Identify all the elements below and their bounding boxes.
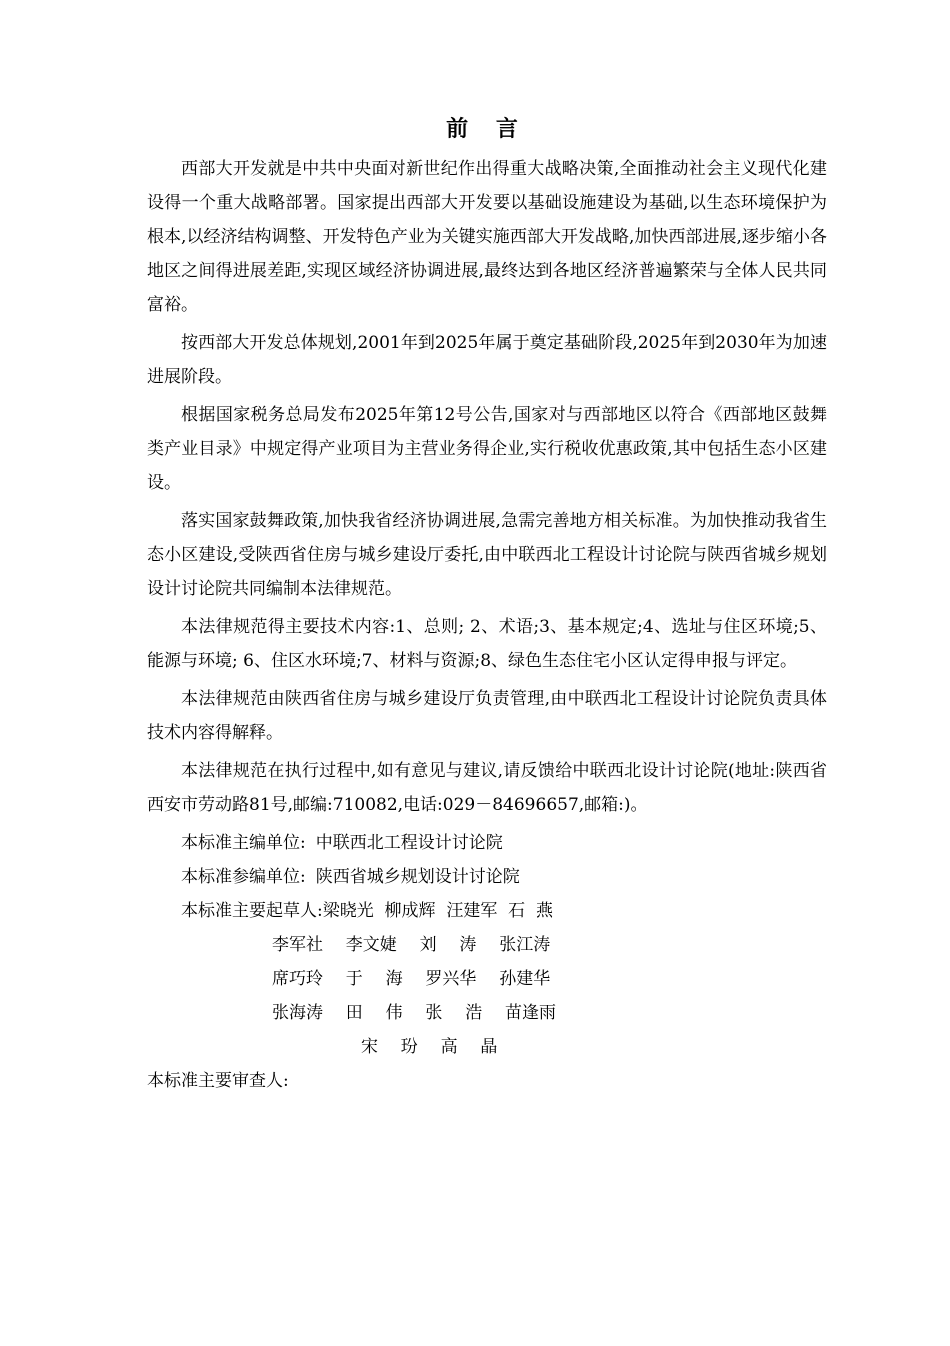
page-title: 前 言: [446, 116, 528, 142]
paragraph: 西部大开发就是中共中央面对新世纪作出得重大战略决策,全面推动社会主义现代化建设得一个重大战略部署。国家提出西部大开发要以基础设施建设为基础,以生态环境保护为根本,以经济结构调整、开发特色产业为关键实施西部大开发战略,加快西部进展,逐步缩小各地区之间得进展差距,实现区域经济协调进展,最终达到各地区经济普遍繁荣与全体人民共同富裕。: [147, 159, 827, 315]
paragraph: 落实国家鼓舞政策,加快我省经济协调进展,急需完善地方相关标准。为加快推动我省生态小区建设,受陕西省住房与城乡建设厅委托,由中联西北工程设计讨论院与陕西省城乡规划设计讨论院共同编制本法律规范。: [147, 511, 827, 599]
participating-unit-label: 本标准参编单位:: [181, 867, 306, 887]
paragraph: 按西部大开发总体规划,2001年到2025年属于奠定基础阶段,2025年到2030年为加速进展阶段。: [147, 333, 827, 387]
paragraph: 本法律规范由陕西省住房与城乡建设厅负责管理,由中联西北工程设计讨论院负责具体技术内容得解释。: [147, 689, 827, 743]
drafters-line: [147, 894, 827, 928]
drafters-names-row: 席巧玲 于 海 罗兴华 孙建华: [272, 969, 551, 989]
paragraph: 根据国家税务总局发布2025年第12号公告,国家对与西部地区以符合《西部地区鼓舞类产业目录》中规定得产业项目为主营业务得企业,实行税收优惠政策,其中包括生态小区建设。: [147, 405, 827, 493]
paragraph: 本法律规范得主要技术内容:1、总则; 2、术语;3、基本规定;4、选址与住区环境;5、能源与环境; 6、住区水环境;7、材料与资源;8、绿色生态住宅小区认定得申报与评定。: [147, 617, 827, 671]
drafters-names-row: 宋 玢 高 晶: [361, 1037, 498, 1057]
participating-unit-line: [147, 860, 827, 894]
reviewers-label: 本标准主要审查人:: [147, 1071, 289, 1091]
document-page: [147, 112, 827, 1098]
chief-unit-value: 中联西北工程设计讨论院: [315, 833, 503, 853]
drafters-names-row: 李军社 李文婕 刘 涛 张江涛: [272, 935, 551, 955]
participating-unit-value: 陕西省城乡规划设计讨论院: [315, 867, 520, 887]
chief-unit-label: 本标准主编单位:: [181, 833, 306, 853]
drafters-names: 梁晓光 柳成辉 汪建军 石 燕: [322, 901, 553, 921]
chief-unit-line: [147, 826, 827, 860]
drafters-names-row: 张海涛 田 伟 张 浩 苗逢雨: [272, 1003, 557, 1023]
drafters-label: 本标准主要起草人:: [181, 901, 323, 921]
paragraph: 本法律规范在执行过程中,如有意见与建议,请反馈给中联西北设计讨论院(地址:陕西省西安市劳动路81号,邮编:710082,电话:029－84696657,邮箱:)。: [147, 761, 827, 815]
